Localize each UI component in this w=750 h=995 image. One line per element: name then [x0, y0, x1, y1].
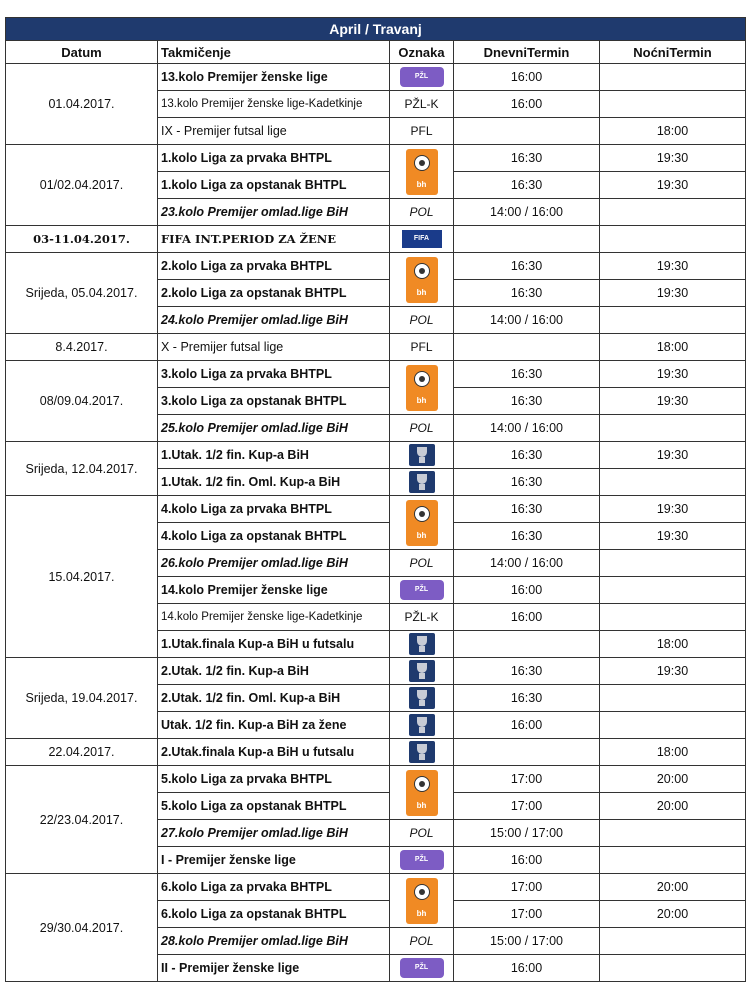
date-cell: 01.04.2017. [6, 64, 158, 145]
competition-cell: 1.Utak. 1/2 fin. Oml. Kup-a BiH [158, 469, 390, 496]
competition-cell: 24.kolo Premijer omlad.lige BiH [158, 307, 390, 334]
table-row [6, 874, 746, 901]
date-cell: 29/30.04.2017. [6, 874, 158, 982]
table-row [6, 442, 746, 469]
code-cell [390, 712, 454, 739]
bhtpl-logo-icon [406, 500, 438, 546]
competition-cell: 4.kolo Liga za opstanak BHTPL [158, 523, 390, 550]
code-label: PFL [410, 340, 433, 354]
night-time-cell: 19:30 [600, 523, 746, 550]
night-time-cell: 19:30 [600, 145, 746, 172]
night-time-cell [600, 685, 746, 712]
day-time-cell: 15:00 / 17:00 [454, 928, 600, 955]
bhtpl-logo-icon [406, 878, 438, 924]
code-cell [390, 631, 454, 658]
table-row [6, 253, 746, 280]
competition-cell: 2.Utak.finala Kup-a BiH u futsalu [158, 739, 390, 766]
day-time-cell: 16:30 [454, 442, 600, 469]
night-time-cell: 18:00 [600, 739, 746, 766]
cup-trophy-icon [409, 444, 435, 466]
bhtpl-logo-icon [406, 257, 438, 303]
code-label: PFL [410, 124, 433, 138]
day-time-cell: 16:30 [454, 361, 600, 388]
code-cell [390, 955, 454, 982]
competition-cell: 4.kolo Liga za prvaka BHTPL [158, 496, 390, 523]
bhtpl-logo-text: bh [416, 395, 427, 405]
col-datum: Datum [6, 41, 158, 64]
day-time-cell: 17:00 [454, 766, 600, 793]
code-cell [390, 658, 454, 685]
night-time-cell: 20:00 [600, 793, 746, 820]
date-cell: Srijeda, 19.04.2017. [6, 658, 158, 739]
zpl-logo-icon: PŽL [400, 850, 444, 870]
date-cell: 22.04.2017. [6, 739, 158, 766]
code-cell [390, 847, 454, 874]
night-time-cell [600, 91, 746, 118]
code-label: PŽL-K [404, 97, 439, 111]
cup-trophy-icon [409, 687, 435, 709]
night-time-cell: 19:30 [600, 658, 746, 685]
night-time-cell [600, 64, 746, 91]
code-cell [390, 766, 454, 820]
day-time-cell: 16:30 [454, 523, 600, 550]
competition-cell: 13.kolo Premijer ženske lige-Kadetkinje [158, 91, 390, 118]
bhtpl-logo-text: bh [416, 287, 427, 297]
schedule-table [5, 17, 746, 982]
night-time-cell: 20:00 [600, 766, 746, 793]
night-time-cell [600, 226, 746, 253]
day-time-cell: 14:00 / 16:00 [454, 550, 600, 577]
table-row [6, 334, 746, 361]
date-cell: 08/09.04.2017. [6, 361, 158, 442]
day-time-cell: 17:00 [454, 901, 600, 928]
day-time-cell: 16:30 [454, 280, 600, 307]
bhtpl-logo-text: bh [416, 908, 427, 918]
code-label: POL [409, 934, 434, 948]
code-cell [390, 928, 454, 955]
table-row [6, 739, 746, 766]
code-cell [390, 253, 454, 307]
competition-cell: 6.kolo Liga za opstanak BHTPL [158, 901, 390, 928]
bhtpl-logo-text: bh [416, 530, 427, 540]
bhtpl-logo-icon [406, 770, 438, 816]
code-label: POL [409, 556, 434, 570]
night-time-cell: 19:30 [600, 280, 746, 307]
col-nocni: NoćniTermin [600, 41, 746, 64]
football-icon [414, 263, 430, 279]
code-cell [390, 361, 454, 415]
date-cell: 8.4.2017. [6, 334, 158, 361]
night-time-cell: 18:00 [600, 334, 746, 361]
night-time-cell: 19:30 [600, 442, 746, 469]
competition-cell: FIFA INT.PERIOD ZA ŽENE [158, 226, 390, 253]
competition-cell: 14.kolo Premijer ženske lige-Kadetkinje [158, 604, 390, 631]
date-cell: 03-11.04.2017. [6, 226, 158, 253]
zpl-logo-icon: PŽL [400, 580, 444, 600]
bhtpl-logo-icon [406, 365, 438, 411]
cup-trophy-icon [409, 660, 435, 682]
table-title: April / Travanj [6, 18, 746, 41]
code-cell [390, 685, 454, 712]
competition-cell: 13.kolo Premijer ženske lige [158, 64, 390, 91]
code-cell [390, 307, 454, 334]
night-time-cell [600, 604, 746, 631]
day-time-cell: 16:30 [454, 253, 600, 280]
night-time-cell [600, 550, 746, 577]
code-cell [390, 226, 454, 253]
code-cell [390, 874, 454, 928]
day-time-cell [454, 226, 600, 253]
day-time-cell: 16:30 [454, 388, 600, 415]
day-time-cell: 14:00 / 16:00 [454, 307, 600, 334]
date-cell: Srijeda, 12.04.2017. [6, 442, 158, 496]
competition-cell: 3.kolo Liga za prvaka BHTPL [158, 361, 390, 388]
day-time-cell: 16:00 [454, 712, 600, 739]
table-row [6, 226, 746, 253]
night-time-cell: 20:00 [600, 874, 746, 901]
competition-cell: 1.Utak. 1/2 fin. Kup-a BiH [158, 442, 390, 469]
code-cell [390, 577, 454, 604]
night-time-cell [600, 928, 746, 955]
table-row [6, 361, 746, 388]
code-cell [390, 739, 454, 766]
night-time-cell [600, 469, 746, 496]
night-time-cell [600, 712, 746, 739]
day-time-cell: 14:00 / 16:00 [454, 199, 600, 226]
night-time-cell [600, 415, 746, 442]
competition-cell: I - Premijer ženske lige [158, 847, 390, 874]
competition-cell: Utak. 1/2 fin. Kup-a BiH za žene [158, 712, 390, 739]
day-time-cell: 16:30 [454, 496, 600, 523]
day-time-cell [454, 118, 600, 145]
table-row [6, 658, 746, 685]
code-cell [390, 820, 454, 847]
day-time-cell [454, 631, 600, 658]
day-time-cell: 15:00 / 17:00 [454, 820, 600, 847]
date-cell: 22/23.04.2017. [6, 766, 158, 874]
competition-cell: 5.kolo Liga za opstanak BHTPL [158, 793, 390, 820]
competition-cell: 14.kolo Premijer ženske lige [158, 577, 390, 604]
cup-trophy-icon [409, 633, 435, 655]
day-time-cell [454, 739, 600, 766]
code-cell [390, 145, 454, 199]
col-oznaka: Oznaka [390, 41, 454, 64]
competition-cell: 26.kolo Premijer omlad.lige BiH [158, 550, 390, 577]
day-time-cell: 16:30 [454, 658, 600, 685]
code-cell [390, 334, 454, 361]
night-time-cell [600, 955, 746, 982]
code-label: POL [409, 826, 434, 840]
night-time-cell [600, 307, 746, 334]
code-cell [390, 199, 454, 226]
bhtpl-logo-text: bh [416, 800, 427, 810]
code-cell [390, 496, 454, 550]
code-cell [390, 91, 454, 118]
competition-cell: 5.kolo Liga za prvaka BHTPL [158, 766, 390, 793]
day-time-cell: 16:00 [454, 577, 600, 604]
day-time-cell: 17:00 [454, 874, 600, 901]
competition-cell: 28.kolo Premijer omlad.lige BiH [158, 928, 390, 955]
code-cell [390, 442, 454, 469]
code-label: PŽL-K [404, 610, 439, 624]
competition-cell: X - Premijer futsal lige [158, 334, 390, 361]
night-time-cell: 19:30 [600, 388, 746, 415]
night-time-cell: 18:00 [600, 118, 746, 145]
day-time-cell: 16:30 [454, 145, 600, 172]
competition-cell: 6.kolo Liga za prvaka BHTPL [158, 874, 390, 901]
date-cell: 01/02.04.2017. [6, 145, 158, 226]
competition-cell: 2.Utak. 1/2 fin. Kup-a BiH [158, 658, 390, 685]
competition-cell: IX - Premijer futsal lige [158, 118, 390, 145]
competition-cell: 3.kolo Liga za opstanak BHTPL [158, 388, 390, 415]
table-row [6, 145, 746, 172]
code-label: POL [409, 313, 434, 327]
competition-cell: II - Premijer ženske lige [158, 955, 390, 982]
competition-cell: 2.Utak. 1/2 fin. Oml. Kup-a BiH [158, 685, 390, 712]
competition-cell: 2.kolo Liga za prvaka BHTPL [158, 253, 390, 280]
code-cell [390, 64, 454, 91]
football-icon [414, 371, 430, 387]
competition-cell: 1.kolo Liga za prvaka BHTPL [158, 145, 390, 172]
day-time-cell: 16:00 [454, 955, 600, 982]
day-time-cell: 16:30 [454, 172, 600, 199]
competition-cell: 25.kolo Premijer omlad.lige BiH [158, 415, 390, 442]
football-icon [414, 155, 430, 171]
code-label: POL [409, 421, 434, 435]
night-time-cell: 19:30 [600, 496, 746, 523]
competition-cell: 1.Utak.finala Kup-a BiH u futsalu [158, 631, 390, 658]
competition-cell: 2.kolo Liga za opstanak BHTPL [158, 280, 390, 307]
col-takmicenje: Takmičenje [158, 41, 390, 64]
day-time-cell: 16:00 [454, 847, 600, 874]
table-row [6, 496, 746, 523]
date-cell: Srijeda, 05.04.2017. [6, 253, 158, 334]
code-cell [390, 550, 454, 577]
cup-trophy-icon [409, 471, 435, 493]
night-time-cell: 19:30 [600, 253, 746, 280]
day-time-cell [454, 334, 600, 361]
date-cell: 15.04.2017. [6, 496, 158, 658]
night-time-cell [600, 820, 746, 847]
day-time-cell: 17:00 [454, 793, 600, 820]
code-cell [390, 415, 454, 442]
football-icon [414, 776, 430, 792]
day-time-cell: 16:00 [454, 91, 600, 118]
fifa-logo-icon: FIFA [402, 230, 442, 248]
cup-trophy-icon [409, 741, 435, 763]
table-row [6, 766, 746, 793]
code-cell [390, 118, 454, 145]
zpl-logo-icon: PŽL [400, 67, 444, 87]
competition-cell: 1.kolo Liga za opstanak BHTPL [158, 172, 390, 199]
competition-cell: 27.kolo Premijer omlad.lige BiH [158, 820, 390, 847]
code-label: POL [409, 205, 434, 219]
table-row [6, 64, 746, 91]
code-cell [390, 469, 454, 496]
bhtpl-logo-icon [406, 149, 438, 195]
night-time-cell [600, 577, 746, 604]
day-time-cell: 14:00 / 16:00 [454, 415, 600, 442]
day-time-cell: 16:30 [454, 685, 600, 712]
night-time-cell: 19:30 [600, 361, 746, 388]
football-icon [414, 506, 430, 522]
cup-trophy-icon [409, 714, 435, 736]
bhtpl-logo-text: bh [416, 179, 427, 189]
zpl-logo-icon: PŽL [400, 958, 444, 978]
day-time-cell: 16:00 [454, 64, 600, 91]
code-cell [390, 604, 454, 631]
night-time-cell [600, 199, 746, 226]
day-time-cell: 16:30 [454, 469, 600, 496]
night-time-cell: 18:00 [600, 631, 746, 658]
day-time-cell: 16:00 [454, 604, 600, 631]
night-time-cell: 20:00 [600, 901, 746, 928]
competition-cell: 23.kolo Premijer omlad.lige BiH [158, 199, 390, 226]
night-time-cell [600, 847, 746, 874]
col-dnevni: DnevniTermin [454, 41, 600, 64]
football-icon [414, 884, 430, 900]
night-time-cell: 19:30 [600, 172, 746, 199]
